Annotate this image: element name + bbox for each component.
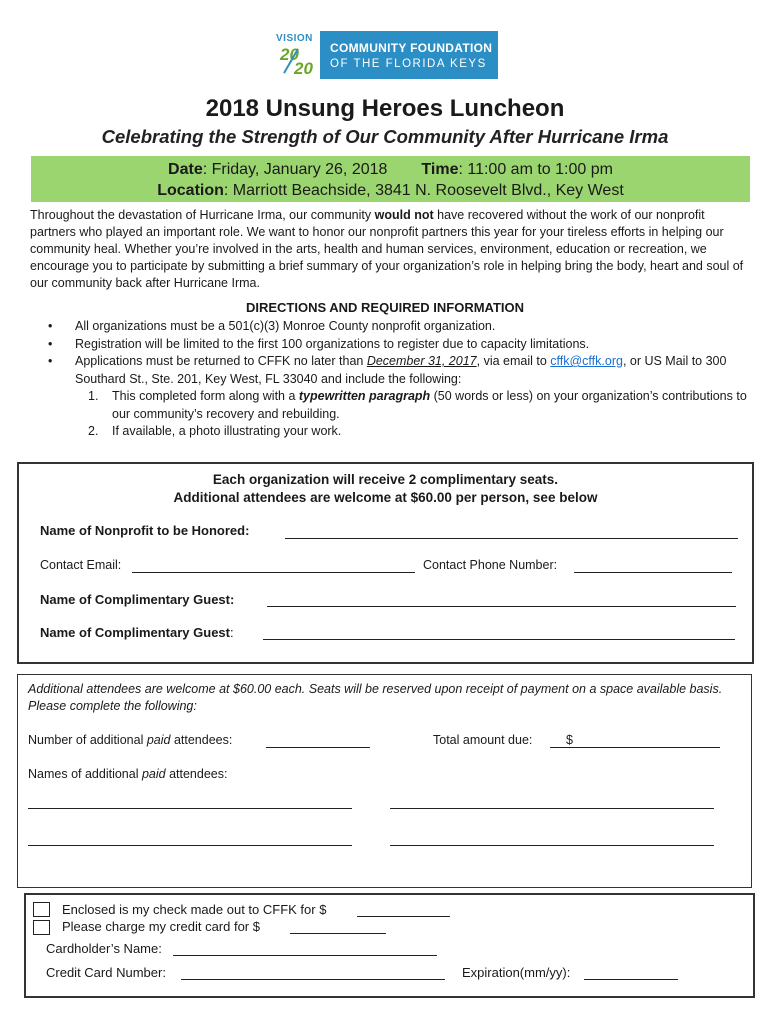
bullet-text: All organizations must be a 501(c)(3) Monroe County nonprofit organization.: [75, 319, 496, 333]
nonprofit-name-label: Name of Nonprofit to be Honored:: [40, 523, 250, 538]
location-value: : Marriott Beachside, 3841 N. Roosevelt Blvd., Key West: [223, 182, 624, 199]
page-subtitle: Celebrating the Strength of Our Community After Hurricane Irma: [101, 126, 669, 147]
item-number: 2.: [88, 424, 99, 438]
guest-1-label: Name of Complimentary Guest:: [40, 592, 235, 607]
date-label: Date: [168, 161, 203, 178]
contact-email-field[interactable]: [132, 572, 415, 573]
guest-2-label: [40, 625, 234, 640]
list-item: [48, 353, 748, 388]
directions-heading: DIRECTIONS AND REQUIRED INFORMATION: [245, 300, 525, 315]
cardholder-name-field[interactable]: [173, 955, 437, 956]
directions-list: [48, 318, 748, 441]
sub-list-item: [48, 388, 748, 423]
paid-text: paid: [141, 767, 166, 781]
sub-list-item: [48, 423, 748, 441]
total-amount-field[interactable]: [550, 747, 720, 748]
email-link[interactable]: cffk@cffk.org: [550, 354, 623, 368]
card-payment-checkbox[interactable]: [33, 920, 50, 935]
location-label: Location: [157, 182, 224, 199]
expiration-field[interactable]: [584, 979, 678, 980]
logo-line-2: OF THE FLORIDA KEYS: [330, 58, 487, 70]
bullet-text: , or US Mail to 300 Southard St., Ste. 201, Key West, FL 33040 and include the following:: [75, 354, 727, 386]
deadline-date: December 31, 2017: [366, 354, 477, 368]
intro-emphasis: would not: [374, 208, 434, 222]
card-number-field[interactable]: [181, 979, 445, 980]
bullet-icon: •: [48, 319, 53, 333]
sub-text: This completed form along with a: [112, 389, 299, 403]
intro-paragraph: [30, 207, 748, 292]
foundation-name-block: [320, 31, 498, 79]
dollar-sign: $: [566, 733, 573, 747]
seats-subheading: Additional attendees are welcome at $60.00 per person, see below: [173, 490, 598, 505]
label-text: attendees:: [170, 733, 233, 747]
vision-word: VISION: [276, 33, 313, 44]
time-label: Time: [421, 161, 459, 178]
date-value: : Friday, January 26, 2018: [202, 161, 388, 178]
vision-2020-logo: [274, 31, 320, 79]
location-row: [31, 182, 750, 200]
vision-bottom-number: 20: [294, 59, 313, 78]
contact-phone-label: Contact Phone Number:: [423, 558, 558, 572]
bullet-text: Applications must be returned to CFFK no later than: [75, 354, 367, 368]
additional-attendees-section: [17, 674, 752, 888]
guest-2-label-text: Name of Complimentary Guest: [40, 625, 230, 640]
additional-count-field[interactable]: [266, 747, 370, 748]
check-payment-checkbox[interactable]: [33, 902, 50, 917]
additional-names-label: [28, 767, 227, 781]
item-number: 1.: [88, 389, 99, 403]
guest-1-field[interactable]: [267, 606, 736, 607]
check-payment-label: Enclosed is my check made out to CFFK for $: [62, 902, 327, 917]
contact-email-label: Contact Email:: [40, 558, 122, 572]
seats-heading: Each organization will receive 2 complimentary seats.: [212, 472, 559, 487]
page-title: 2018 Unsung Heroes Luncheon: [205, 95, 565, 122]
intro-text-1: Throughout the devastation of Hurricane Irma, our community: [30, 208, 375, 222]
label-text: Names of additional: [28, 767, 142, 781]
additional-attendees-note: Additional attendees are welcome at $60.00 each. Seats will be reserved upon receipt of payment on a space available basis. Please complete the following:: [28, 682, 723, 713]
vision-top-number: 20: [280, 45, 299, 64]
foundation-logo: [274, 31, 498, 79]
event-info-band: [31, 156, 750, 202]
attendee-name-field[interactable]: [390, 808, 714, 809]
sub-text: (50 words or less) on your organization’s contributions to our community’s recovery and rebuilding.: [112, 389, 747, 421]
total-amount-label: Total amount due:: [433, 733, 533, 747]
expiration-label: Expiration(mm/yy):: [462, 965, 571, 980]
contact-phone-field[interactable]: [574, 572, 732, 573]
attendee-name-field[interactable]: [28, 808, 352, 809]
label-text: attendees:: [165, 767, 228, 781]
card-amount-field[interactable]: [290, 933, 386, 934]
guest-2-colon: :: [230, 625, 234, 640]
list-item: [48, 318, 748, 336]
sub-text: If available, a photo illustrating your work.: [112, 424, 342, 438]
check-amount-field[interactable]: [357, 916, 450, 917]
payment-section: [24, 893, 755, 998]
attendee-name-field[interactable]: [390, 845, 714, 846]
intro-text-2: have recovered without the work of our nonprofit partners who played an important role. We want to honor our nonprofit partners this year for your tireless efforts in helping our community heal. Whether you’re involved in the arts, health and human services, environment, education or recreation, we encourage you to participate by submitting a brief summary of your organization’s role in helping bring the body, heart and soul of our community back after Hurricane Irma.: [30, 208, 744, 290]
label-text: Number of additional: [28, 733, 147, 747]
attendee-name-field[interactable]: [28, 845, 352, 846]
additional-count-label: [28, 733, 232, 747]
sub-emphasis: typewritten paragraph: [298, 389, 431, 403]
nonprofit-info-section: [17, 462, 754, 664]
bullet-text: , via email to: [476, 354, 551, 368]
nonprofit-name-field[interactable]: [285, 538, 738, 539]
logo-line-1: COMMUNITY FOUNDATION: [330, 41, 493, 55]
cardholder-name-label: Cardholder’s Name:: [46, 941, 162, 956]
card-number-label: Credit Card Number:: [46, 965, 166, 980]
date-time-row: [31, 161, 750, 179]
time-value: : 11:00 am to 1:00 pm: [458, 161, 613, 178]
bullet-text: Registration will be limited to the first 100 organizations to register due to capacity limitations.: [75, 336, 590, 351]
bullet-icon: •: [48, 336, 53, 351]
guest-2-field[interactable]: [263, 639, 735, 640]
card-payment-label: Please charge my credit card for $: [62, 919, 260, 934]
list-item: [48, 336, 748, 354]
bullet-icon: •: [48, 354, 53, 368]
paid-text: paid: [146, 733, 171, 747]
